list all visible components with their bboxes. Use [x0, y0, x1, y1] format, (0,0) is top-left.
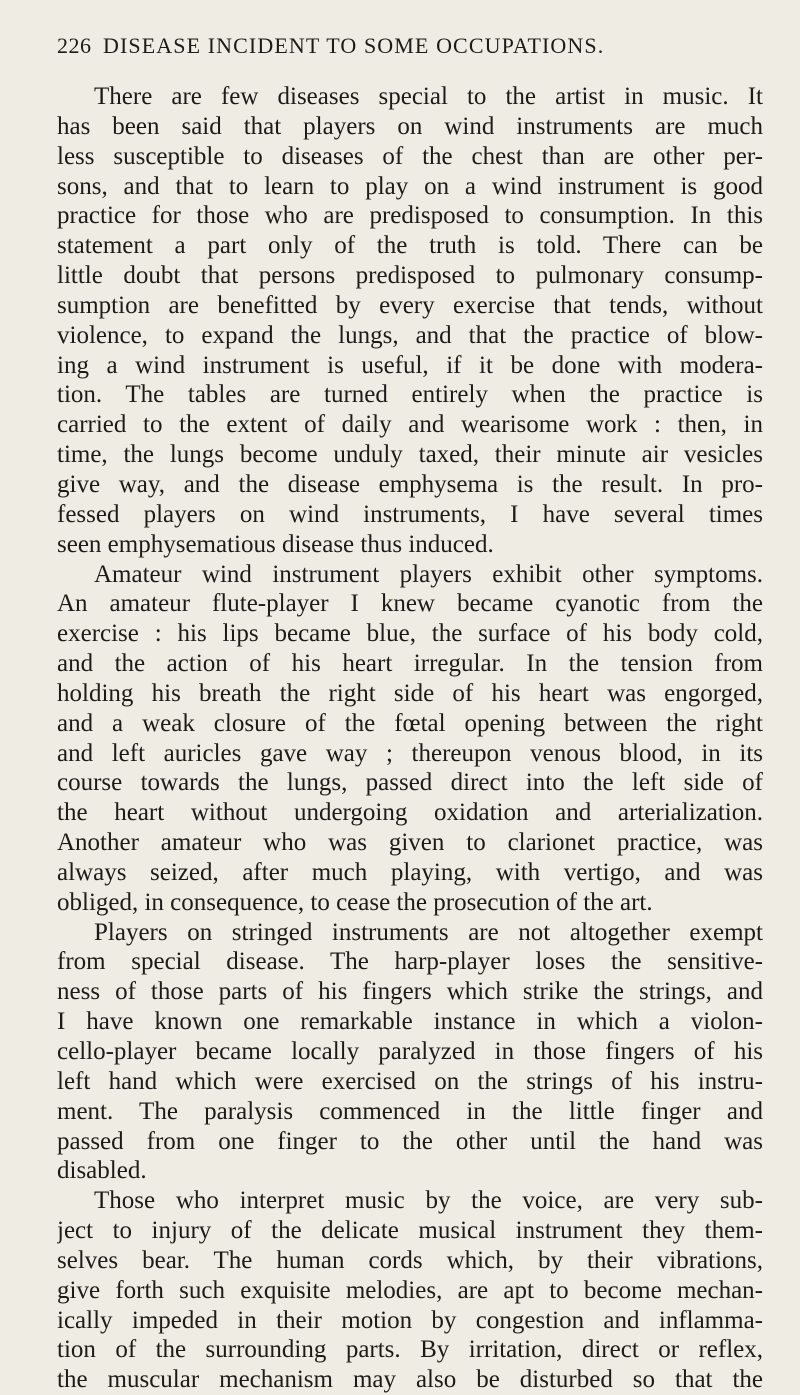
text-line: time, the lungs become unduly taxed, their minute air vesicles: [57, 441, 763, 469]
text-line: practice for those who are predisposed to consumption. In this: [57, 202, 763, 230]
running-title: DISEASE INCIDENT TO SOME OCCUPATIONS.: [103, 33, 605, 58]
text-line: ically impeded in their motion by congestion and inflamma-: [57, 1306, 763, 1334]
text-line: There are few diseases special to the artist in music. It: [94, 83, 763, 110]
text-line: sons, and that to learn to play on a wind instrument is good: [57, 172, 763, 200]
body-text: [57, 82, 763, 1395]
text-line: and the action of his heart irregular. In the tension from: [57, 650, 763, 678]
text-line: Amateur wind instrument players exhibit other symptoms.: [94, 560, 763, 588]
text-line: less susceptible to diseases of the chest than are other per-: [57, 142, 763, 170]
text-line: disabled.: [57, 1157, 147, 1185]
text-line: and left auricles gave way ; thereupon venous blood, in its: [57, 739, 763, 767]
text-line: sumption are benefitted by every exercise that tends, without: [57, 291, 763, 319]
text-line: I have known one remarkable instance in which a violon-: [57, 1008, 763, 1036]
text-line: course towards the lungs, passed direct into the left side of: [57, 769, 763, 797]
page-number: 226: [57, 33, 92, 58]
text-line: ness of those parts of his fingers which strike the strings, and: [57, 978, 763, 1006]
text-line: selves bear. The human cords which, by their vibrations,: [57, 1246, 763, 1274]
text-line: the muscular mechanism may also be disturbed so that the: [57, 1366, 763, 1394]
text-line: passed from one finger to the other until the hand was: [57, 1127, 763, 1155]
text-line: and a weak closure of the fœtal opening between the right: [57, 709, 763, 737]
text-line: tion of the surrounding parts. By irritation, direct or reflex,: [57, 1336, 763, 1364]
text-line: Those who interpret music by the voice, are very sub-: [94, 1187, 763, 1215]
text-line: violence, to expand the lungs, and that the practice of blow-: [57, 321, 763, 349]
text-line: carried to the extent of daily and wearisome work : then, in: [57, 411, 763, 439]
running-head: [57, 33, 763, 63]
text-line: tion. The tables are turned entirely when the practice is: [57, 381, 763, 409]
text-line: left hand which were exercised on the strings of his instru-: [57, 1067, 763, 1095]
text-line: An amateur flute-player I knew became cyanotic from the: [57, 590, 763, 618]
text-line: obliged, in consequence, to cease the prosecution of the art.: [57, 888, 653, 916]
text-line: always seized, after much playing, with vertigo, and was: [57, 858, 763, 886]
text-line: give way, and the disease emphysema is the result. In pro-: [57, 470, 763, 498]
text-line: has been said that players on wind instruments are much: [57, 112, 763, 140]
text-line: ject to injury of the delicate musical instrument they them-: [57, 1217, 763, 1245]
text-line: statement a part only of the truth is told. There can be: [57, 232, 763, 260]
text-line: the heart without undergoing oxidation and arterialization.: [57, 799, 763, 827]
text-line: seen emphysematious disease thus induced.: [57, 530, 494, 558]
text-line: little doubt that persons predisposed to pulmonary consump-: [57, 262, 763, 290]
text-line: ing a wind instrument is useful, if it be done with modera-: [57, 351, 763, 379]
text-line: fessed players on wind instruments, I have several times: [57, 500, 763, 528]
text-line: exercise : his lips became blue, the surface of his body cold,: [57, 620, 763, 648]
text-line: from special disease. The harp-player loses the sensitive-: [57, 948, 763, 976]
text-line: cello-player became locally paralyzed in those fingers of his: [57, 1038, 763, 1065]
text-line: Players on stringed instruments are not altogether exempt: [94, 918, 763, 946]
text-line: give forth such exquisite melodies, are apt to become mechan-: [57, 1276, 763, 1304]
text-line: holding his breath the right side of his heart was engorged,: [57, 679, 763, 707]
text-line: ment. The paralysis commenced in the little finger and: [57, 1097, 763, 1125]
text-line: Another amateur who was given to clarionet practice, was: [57, 829, 763, 857]
